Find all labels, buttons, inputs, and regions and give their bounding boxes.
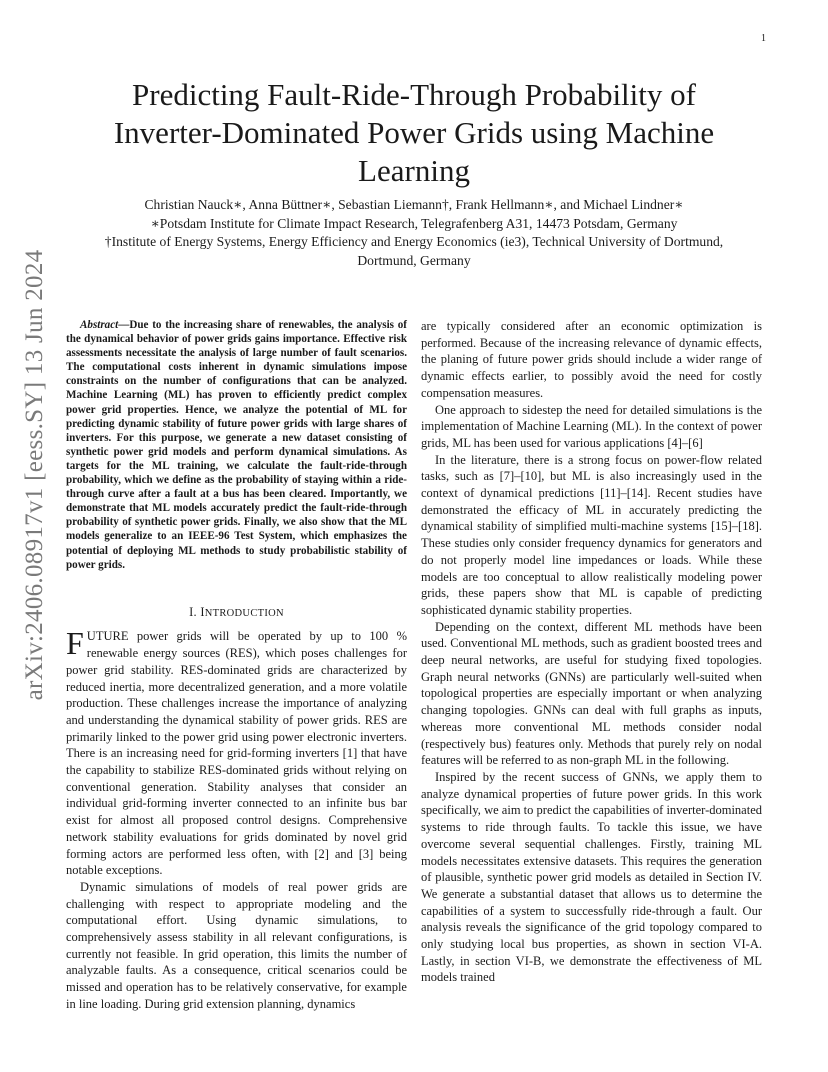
- affiliation-2-cont: Dortmund, Germany: [357, 252, 471, 268]
- section-title-rest: NTRODUCTION: [204, 607, 284, 619]
- abstract-label: Abstract: [80, 319, 119, 331]
- drop-cap: F: [66, 625, 84, 662]
- paper-title: [70, 76, 758, 190]
- page-number: 1: [761, 33, 766, 44]
- right-paragraph-2: One approach to sidestep the need for detailed simulations is the implementation of Machine Learning (ML). In the context of power grids, ML has been used for various applications [4]–[6]: [421, 402, 762, 450]
- arxiv-stamp: [20, 249, 50, 701]
- section-initial: I: [200, 604, 205, 619]
- right-paragraph-5: Inspired by the recent success of GNNs, we apply them to analyze dynamical properties of future power grids. In this work specifically, we aim to predict the capabilities of inverter-dominated systems to ride through faults. To tackle this issue, we have overcome several sequential challenges. Firstly, training ML models necessitates extensive datasets. This requires the generation of plausible, synthetic power grid models as detailed in Section IV. We generate a substantial dataset that allows us to determine the capabilities of a system to successfully ride-through a fault. Our analysis reveals the significance of the grid topology compared to only studying local bus properties, as shown in section VI-A. Lastly, in section VI-B, we demonstrate the effectiveness of ML models trained: [421, 769, 762, 985]
- section-heading-introduction: [66, 604, 407, 623]
- affiliation-2: †Institute of Energy Systems, Energy Efficiency and Energy Economics (ie3), Technical University of Dortmund,: [104, 234, 724, 249]
- arxiv-stamp-text: arXiv:2406.08917v1 [eess.SY] 13 Jun 2024: [21, 249, 48, 701]
- author-block: [70, 196, 758, 270]
- right-paragraph-1: are typically considered after an economic optimization is performed. Because of the increasing relevance of dynamic effects, the planing of future power grids should include a wider range of dynamic effects earlier, to possibly avoid the need for costly compensation measures.: [421, 319, 762, 400]
- title-line: Inverter-Dominated Power Grids using Machine: [113, 115, 715, 150]
- right-paragraph-3: In the literature, there is a strong focus on power-flow related tasks, such as [7]–[10], but ML is also increasingly used in the context of dynamical predictions [11]–[14]. Recent studies have demonstrated the efficacy of ML in accurately predicting the dynamical stability of simplified multi-machine systems [15]–[18]. These studies only consider frequency dynamics for generators and do not properly model line impedances or loads. While these models are too conceptual to allow realistically modeling power grids, these papers show that ML is capable of predicting sophisticated dynamic stability properties.: [421, 452, 762, 617]
- author-list: Christian Nauck∗, Anna Büttner∗, Sebastian Liemann†, Frank Hellmann∗, and Michael Lindner∗: [144, 197, 684, 212]
- section-number: I.: [189, 604, 201, 619]
- intro-paragraph-1-text: UTURE power grids will be operated by up to 100 % renewable energy sources (RES), which poses challenges for power grid stability. RES-dominated grids are characterized by reduced inertia, more decentralized generation, and a more volatile production. These challenges increase the importance of analyzing and understanding the dynamical stability of power grids. RES are primarily linked to the power grid using power electronic inverters. There is an increasing need for grid-forming inverters [1] that have the capability to stabilize RES-dominated grids without relying on conventional generation. Stability analyses that consider an individual grid-forming inverter connected to an infinite bus bar exist for almost all proposed control designs. Comprehensive network stability evaluations for grids dominated by novel grid forming actors are performed less often, with [2] and [3] being notable exceptions.: [66, 629, 407, 878]
- right-column: [421, 318, 762, 986]
- intro-paragraph-1: [66, 625, 407, 879]
- title-line: Predicting Fault-Ride-Through Probability of: [132, 77, 696, 112]
- intro-paragraph-2: Dynamic simulations of models of real power grids are challenging with respect to appropriate modeling and the computational effort. Using dynamic simulations, to comprehensively assess stability in all relevant configurations, is currently not feasible. In grid operation, this limits the number of analyzable faults. As a consequence, critical scenarios could be missed and operation has to be relatively conservative, for example in line loading. During grid extension planning, dynamics: [66, 879, 407, 1011]
- left-column: [66, 318, 407, 1013]
- abstract-text: —Due to the increasing share of renewables, the analysis of the dynamical behavior of power grids gains importance. Effective risk assessments necessitate the analysis of large number of fault scenarios. The computational costs inherent in dynamic simulations impose constraints on the number of configurations that can be analyzed. Machine Learning (ML) has proven to efficiently predict complex power grid properties. Hence, we analyze the potential of ML for predicting dynamic stability of future power grids with large shares of inverters. For this purpose, we generate a new dataset consisting of synthetic power grid models and perform dynamical simulations. As targets for the ML training, we calculate the fault-ride-through probability, which we define as the probability of staying within a ride-through curve after a fault at a bus has been cleared. Importantly, we demonstrate that ML models accurately predict the fault-ride-through probability of synthetic power grids. Finally, we also show that the ML models generalize to an IEEE-96 Test System, which emphasizes the potential of deploying ML methods to study probabilistic stability of power grids.: [66, 319, 407, 571]
- right-paragraph-4: Depending on the context, different ML methods have been used. Conventional ML methods, such as gradient boosted trees and deep neural networks, are useful for studying fixed topologies. Graph neural networks (GNNs) are particularly well-suited when topological properties are especially important or when analyzing changing topologies. GNNs can deal with full graphs as inputs, whereas more conventional ML methods consider nodal (respectively bus) features only. Methods that purely rely on nodal features will be referred to as non-graph ML in the following.: [421, 619, 762, 768]
- title-line: Learning: [358, 153, 470, 188]
- abstract: [66, 318, 407, 572]
- affiliation-1: ∗Potsdam Institute for Climate Impact Research, Telegrafenberg A31, 14473 Potsdam, Germany: [150, 215, 678, 231]
